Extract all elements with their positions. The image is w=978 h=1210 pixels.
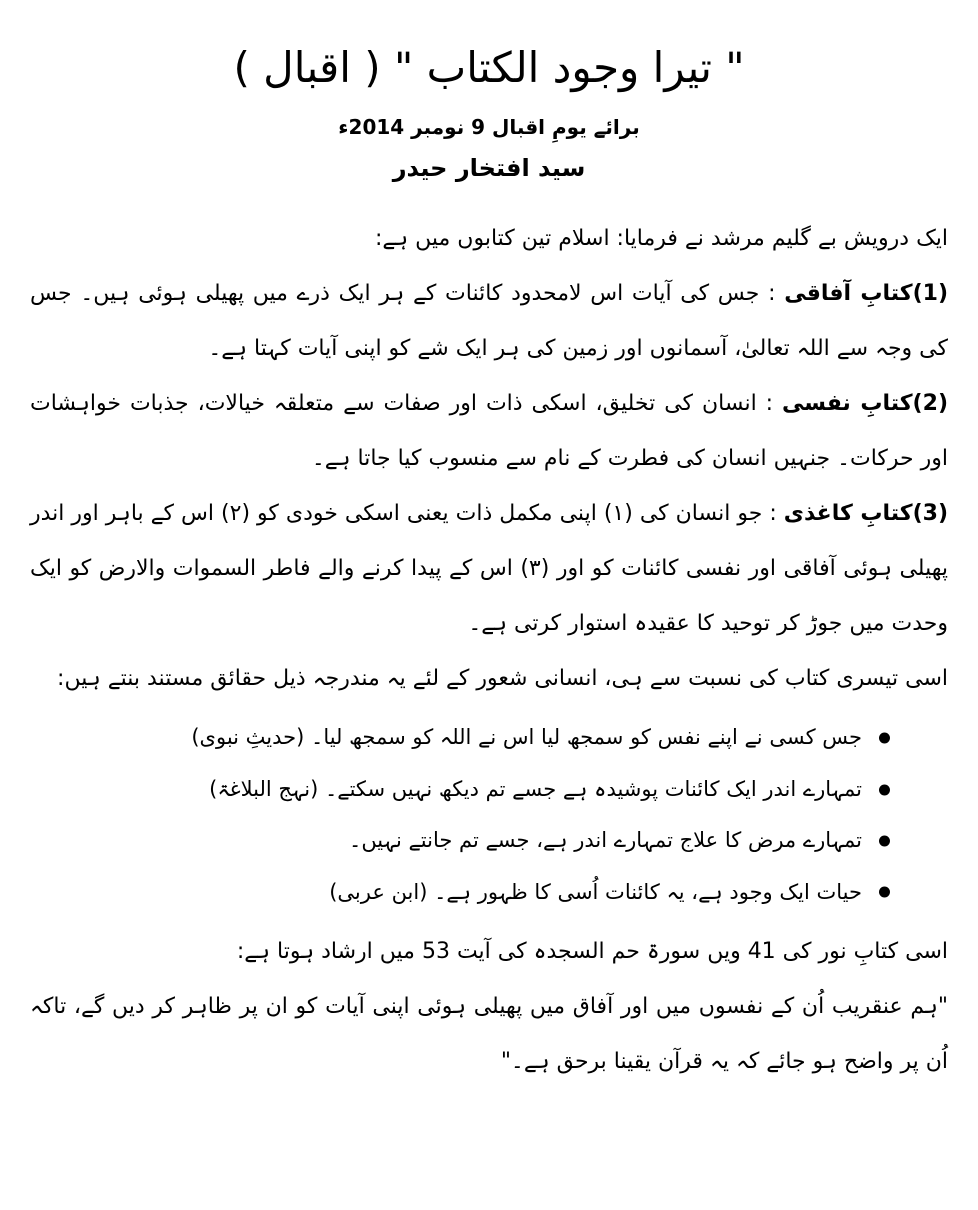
list-item: [30, 712, 890, 763]
document-header: [30, 28, 948, 185]
book-paragraph-3: [30, 486, 948, 651]
fact-text: حیات ایک وجود ہے، یہ کائنات اُسی کا ظہور ہے۔ (ابن عربی): [329, 879, 862, 904]
fact-text: تمہارے اندر ایک کائنات پوشیدہ ہے جسے تم دیکھ نہیں سکتے۔ (نہج البلاغۃ): [209, 776, 862, 801]
fact-text: تمہارے مرض کا علاج تمہارے اندر ہے، جسے تم جانتے نہیں۔: [349, 828, 862, 853]
bullet-icon: [879, 887, 890, 898]
book-3-label: (3)کتابِ کاغذی: [783, 501, 949, 527]
book-2-label: (2)کتابِ نفسی: [782, 391, 948, 417]
document-body: [30, 211, 948, 1089]
bullet-icon: [879, 733, 890, 744]
intro-paragraph: ایک درویش بے گلیم مرشد نے فرمایا: اسلام تین کتابوں میں ہے:: [374, 226, 948, 252]
book-paragraph-1: [30, 266, 948, 376]
document-subtitle: برائے یومِ اقبال 9 نومبر 2014ء: [338, 114, 640, 139]
fact-text: جس کسی نے اپنے نفس کو سمجھ لیا اس نے اللہ کو سمجھ لیا۔ (حدیثِ نبوی): [191, 725, 862, 750]
bullet-icon: [879, 835, 890, 846]
facts-list: [30, 712, 948, 918]
list-item: [30, 815, 890, 866]
document-author: سید افتخار حیدر: [392, 153, 586, 182]
page-title: " تیرا وجود الکتاب " ( اقبال ): [233, 43, 745, 92]
bullet-icon: [879, 784, 890, 795]
list-item: [30, 867, 890, 918]
facts-intro-paragraph: اسی تیسری کتاب کی نسبت سے ہی، انسانی شعور کے لئے یہ مندرجہ ذیل حقائق مستند بنتے ہیں:: [57, 666, 948, 692]
book-3-description: : جو انسان کی (۱) اپنی مکمل ذات یعنی اسکی خودی کو (۲) اس کے باہر اور اندر پھیلی ہوئی آفاقی اور نفسی کائنات کو اور (۳) اس کے پیدا کرنے والے فاطر السموات والارض کو ایک وحدت میں جوڑ کر توحید کا عقیدہ استوار کرتی ہے۔: [30, 501, 948, 637]
book-paragraph-2: [30, 376, 948, 486]
verse-intro-paragraph: اسی کتابِ نور کی 41 ویں سورۃ حم السجدہ کی آیت 53 میں ارشاد ہوتا ہے:: [236, 939, 948, 965]
book-2-description: : انسان کی تخلیق، اسکی ذات اور صفات سے متعلقہ خیالات، جذبات خواہشات اور حرکات۔ جنہیں انسان کی فطرت کے نام سے منسوب کیا جاتا ہے۔: [30, 391, 948, 472]
verse-paragraph: "ہم عنقریب اُن کے نفسوں میں اور آفاق میں پھیلی ہوئی اپنی آیات کو ان پر ظاہر کر دیں گے، تاکہ اُن پر واضح ہو جائے کہ یہ قرآن یقینا برحق ہے۔": [30, 994, 948, 1075]
book-1-label: (1)کتابِ آفاقی: [784, 281, 948, 307]
list-item: [30, 764, 890, 815]
book-1-description: : جس کی آیات اس لامحدود کائنات کے ہر ایک ذرے میں پھیلی ہوئی ہیں۔ جس کی وجہ سے اللہ تعالیٰ، آسمانوں اور زمین کی ہر ایک شے کو اپنی آیات کہتا ہے۔: [30, 281, 948, 362]
